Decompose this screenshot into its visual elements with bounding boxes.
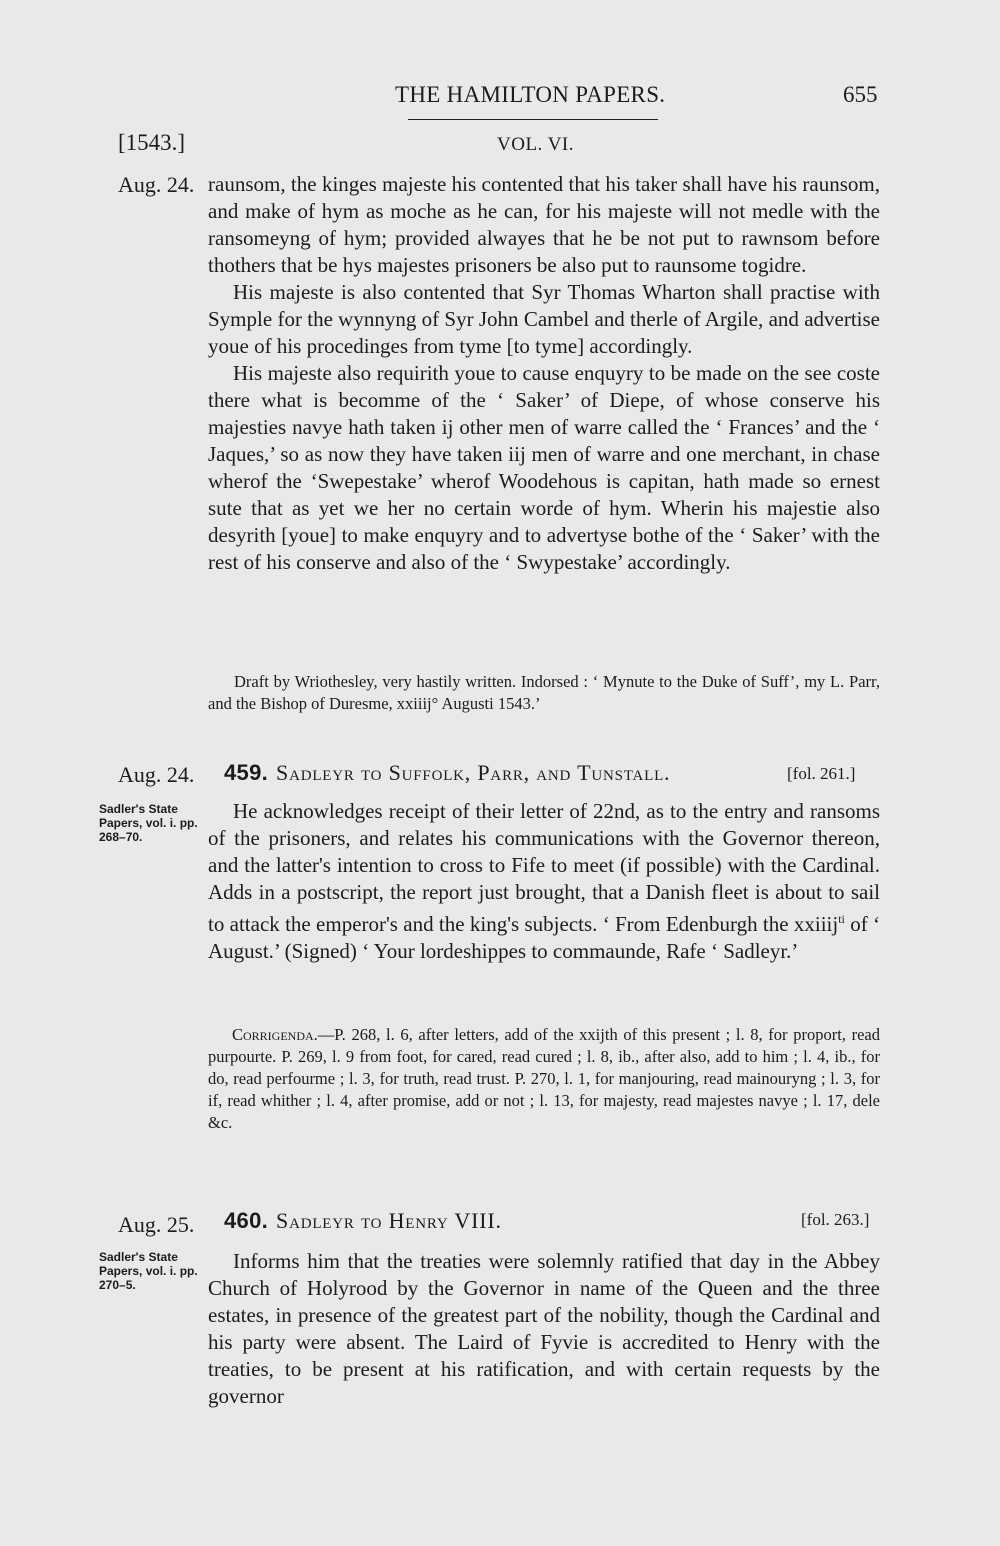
entry-body [208,171,880,576]
margin-note: Sadler's State Papers, vol. i. pp. 268–70. [99,802,198,844]
corrigenda-text: —P. 268, l. 6, after letters, add of the xxijth of this present ; l. 8, for proport, read purpourte. P. 269, l. 9 from foot, for cared, read cured ; l. 8, ib., after also, add to him ; l. 4, ib., for do, read perfourme ; l. 3, for truth, read trust. P. 270, l. 1, for manjouring, read mainouryng ; l. 3, for if, read whither ; l. 4, after promise, add or not ; l. 13, for majesty, read majestes navye ; l. 17, dele &c. [208,1025,880,1132]
document-heading: Sadleyr to Suffolk, Parr, and Tunstall. [276,760,671,785]
document-number: 459. [224,760,269,785]
header-rule [408,119,658,120]
document-title [224,1208,502,1234]
document-title [224,760,670,786]
running-head: THE HAMILTON PAPERS. [395,82,666,107]
document-number: 460. [224,1208,269,1233]
folio-reference: [fol. 261.] [787,764,856,783]
body-paragraph: His majeste is also contented that Syr Thomas Wharton shall practise with Symple for the wynnyng of Syr John Cambel and therle of Argile, and advertise youe of his procedinges from tyme [to tyme] accordingly. [208,280,880,358]
draft-note-text: Draft by Wriothesley, very hastily written. Indorsed : ‘ Mynute to the Duke of Suff’, my L. Parr, and the Bishop of Duresme, xxiiij° Augusti 1543.’ [208,672,880,713]
margin-note: Sadler's State Papers, vol. i. pp. 270–5. [99,1250,198,1292]
entry-body [208,1248,880,1410]
body-paragraph: He acknowledges receipt of their letter of 22nd, as to the entry and ransoms of the prisoners, and relates his communications with the Governor thereon, and the latter's intention to cross to Fife to meet (if possible) with the Cardinal. Adds in a postscript, the report just brought, that a Danish fleet is about to sail to attack the emperor's and the king's subjects. ‘ From Edenburgh the xxiiij$^{ti}$ of ‘ August.’ (Signed) ‘ Your lordeshippes to commaunde, Rafe ‘ Sadleyr.’ [208,799,880,963]
corrigenda-note [208,1024,880,1134]
corrigenda-label: Corrigenda. [232,1025,318,1044]
page-number: 655 [843,82,878,107]
folio-reference: [fol. 263.] [801,1210,870,1229]
entry-date: Aug. 24. [118,172,195,197]
body-paragraph: Informs him that the treaties were solemnly ratified that day in the Abbey Church of Holyrood by the Governor in name of the Queen and the three estates, in presence of the greatest part of the nobility, though the Cardinal and his party were absent. The Laird of Fyvie is accredited to Henry with the treaties, to be present at his ratification, and with certain requests by the governor [208,1249,880,1408]
draft-note [208,671,880,715]
body-paragraph: raunsom, the kinges majeste his contented that his taker shall have his raunsom, and make of hym as moche as he can, for his majeste will not medle with the ransomeyng of hym; provided alwayes that he be not put to rawnsom before thothers that be hys majestes prisoners be also put to raunsome togidre. [208,172,880,277]
entry-date: Aug. 24. [118,762,195,787]
entry-date: Aug. 25. [118,1212,195,1237]
year-label: [1543.] [118,130,186,155]
body-paragraph: His majeste also requirith youe to cause enquyry to be made on the see coste there what is becomme of the ‘ Saker’ of Diepe, of whose conserve his majesties navye hath taken ij other men of warre called the ‘ Frances’ and the ‘ Jaques,’ so as now they have taken iij men of warre and one merchant, in chase wherof the ‘Swepestake’ wherof Woodehous is capitan, hath made so ernest sute that as yet we her no certain worde of hym. Wherin his majestie also desyrith [youe] to make enquyry and to advertyse bothe of the ‘ Saker’ with the rest of his conserve and also of the ‘ Swypestake’ accordingly. [208,361,880,574]
entry-body [208,798,880,965]
document-heading: Sadleyr to Henry VIII. [276,1208,502,1233]
volume-label: VOL. VI. [497,134,575,155]
